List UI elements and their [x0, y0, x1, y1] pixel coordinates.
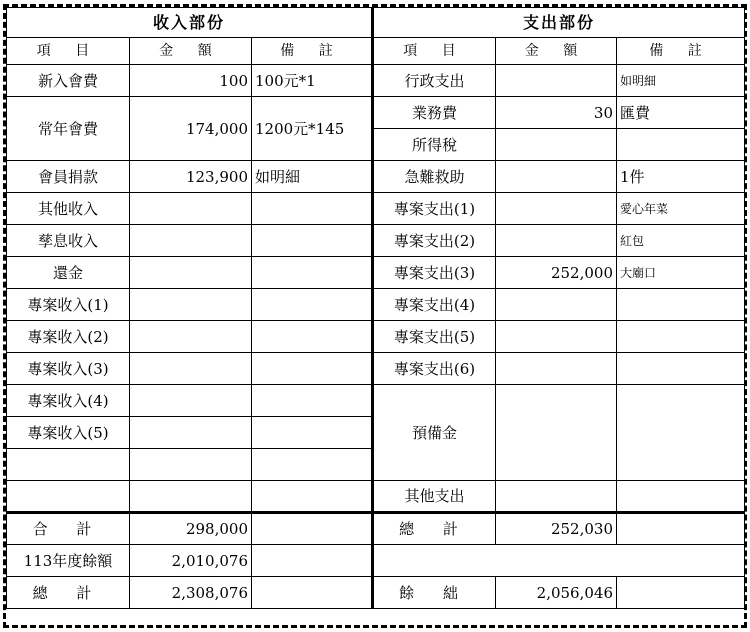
expense-total-label: 總 計 — [373, 513, 496, 545]
expense-amount — [496, 225, 617, 257]
income-item: 會員捐款 — [7, 161, 130, 193]
income-amount-header: 金 額 — [130, 38, 252, 65]
expense-item: 其他支出 — [373, 481, 496, 513]
income-expense-table — [6, 7, 745, 609]
income-item-empty — [7, 481, 130, 513]
expense-item: 專案支出(4) — [373, 289, 496, 321]
income-note — [252, 321, 373, 353]
table-row — [7, 97, 745, 129]
expense-amount: 30 — [496, 97, 617, 129]
expense-amount — [496, 193, 617, 225]
expense-amount — [496, 65, 617, 97]
expense-item: 專案支出(5) — [373, 321, 496, 353]
income-carryover-note — [252, 545, 373, 577]
income-subtotal-note — [252, 513, 373, 545]
income-amount: 123,900 — [130, 161, 252, 193]
expense-amount — [496, 161, 617, 193]
income-total-note — [252, 577, 373, 609]
expense-amount: 252,000 — [496, 257, 617, 289]
expense-amount — [496, 289, 617, 321]
table-row — [7, 257, 745, 289]
expense-note — [617, 289, 745, 321]
income-note-header: 備 註 — [252, 38, 373, 65]
expense-note — [617, 353, 745, 385]
income-amount — [130, 353, 252, 385]
expense-total-note — [617, 513, 745, 545]
table-row — [7, 65, 745, 97]
income-amount — [130, 193, 252, 225]
income-item: 專案收入(4) — [7, 385, 130, 417]
expense-note: 匯費 — [617, 97, 745, 129]
income-item: 專案收入(3) — [7, 353, 130, 385]
income-note — [252, 353, 373, 385]
income-total-label: 總 計 — [7, 577, 130, 609]
table-row — [7, 481, 745, 513]
income-carryover-label: 113年度餘額 — [7, 545, 130, 577]
income-section-title: 收入部份 — [7, 8, 373, 38]
income-item: 新入會費 — [7, 65, 130, 97]
income-item: 專案收入(2) — [7, 321, 130, 353]
income-note: 1200元*145 — [252, 97, 373, 161]
table-row — [7, 225, 745, 257]
expense-item: 專案支出(6) — [373, 353, 496, 385]
expense-note: 愛心年菜 — [617, 193, 745, 225]
expense-item: 專案支出(3) — [373, 257, 496, 289]
income-note — [252, 257, 373, 289]
income-note: 100元*1 — [252, 65, 373, 97]
expense-item: 業務費 — [373, 97, 496, 129]
income-item: 還金 — [7, 257, 130, 289]
table-row — [7, 193, 745, 225]
table-row — [7, 353, 745, 385]
income-note-empty — [252, 481, 373, 513]
balance-amount: 2,056,046 — [496, 577, 617, 609]
income-note — [252, 385, 373, 417]
income-amount-empty — [130, 449, 252, 481]
balance-label: 餘 絀 — [373, 577, 496, 609]
expense-amount — [496, 481, 617, 513]
income-amount — [130, 225, 252, 257]
income-note — [252, 417, 373, 449]
expense-total-amount: 252,030 — [496, 513, 617, 545]
income-item: 專案收入(1) — [7, 289, 130, 321]
income-amount — [130, 321, 252, 353]
expense-section-title: 支出部份 — [373, 8, 745, 38]
column-header-row — [7, 38, 745, 65]
expense-item: 預備金 — [373, 385, 496, 481]
income-amount: 174,000 — [130, 97, 252, 161]
expense-note — [617, 129, 745, 161]
expense-amount — [496, 321, 617, 353]
section-title-row — [7, 8, 745, 38]
expense-note — [617, 481, 745, 513]
income-amount — [130, 385, 252, 417]
income-note: 如明細 — [252, 161, 373, 193]
income-note-empty — [252, 449, 373, 481]
expense-item-header: 項 目 — [373, 38, 496, 65]
income-note — [252, 193, 373, 225]
income-item: 專案收入(5) — [7, 417, 130, 449]
carryover-row — [7, 545, 745, 577]
expense-item: 所得稅 — [373, 129, 496, 161]
subtotal-row — [7, 513, 745, 545]
expense-note: 大廟口 — [617, 257, 745, 289]
table-row — [7, 161, 745, 193]
table-row — [7, 385, 745, 417]
expense-note — [617, 321, 745, 353]
income-amount — [130, 257, 252, 289]
expense-blank-cell — [373, 545, 745, 577]
income-amount-empty — [130, 481, 252, 513]
income-carryover-amount: 2,010,076 — [130, 545, 252, 577]
income-amount — [130, 289, 252, 321]
expense-item: 行政支出 — [373, 65, 496, 97]
expense-item: 急難救助 — [373, 161, 496, 193]
income-note — [252, 289, 373, 321]
income-note — [252, 225, 373, 257]
income-item: 其他收入 — [7, 193, 130, 225]
income-amount: 100 — [130, 65, 252, 97]
expense-amount — [496, 353, 617, 385]
expense-amount — [496, 129, 617, 161]
balance-note — [617, 577, 745, 609]
income-item-header: 項 目 — [7, 38, 130, 65]
income-total-amount: 2,308,076 — [130, 577, 252, 609]
income-amount — [130, 417, 252, 449]
expense-amount — [496, 385, 617, 481]
grand-total-row — [7, 577, 745, 609]
income-subtotal-amount: 298,000 — [130, 513, 252, 545]
expense-note: 如明細 — [617, 65, 745, 97]
expense-item: 專案支出(2) — [373, 225, 496, 257]
table-row — [7, 289, 745, 321]
table-row — [7, 321, 745, 353]
expense-note: 紅包 — [617, 225, 745, 257]
income-item: 常年會費 — [7, 97, 130, 161]
expense-item: 專案支出(1) — [373, 193, 496, 225]
expense-note: 1件 — [617, 161, 745, 193]
expense-note-header: 備 註 — [617, 38, 745, 65]
expense-amount-header: 金 額 — [496, 38, 617, 65]
income-item-empty — [7, 449, 130, 481]
expense-note — [617, 385, 745, 481]
income-subtotal-label: 合 計 — [7, 513, 130, 545]
income-item: 孳息收入 — [7, 225, 130, 257]
